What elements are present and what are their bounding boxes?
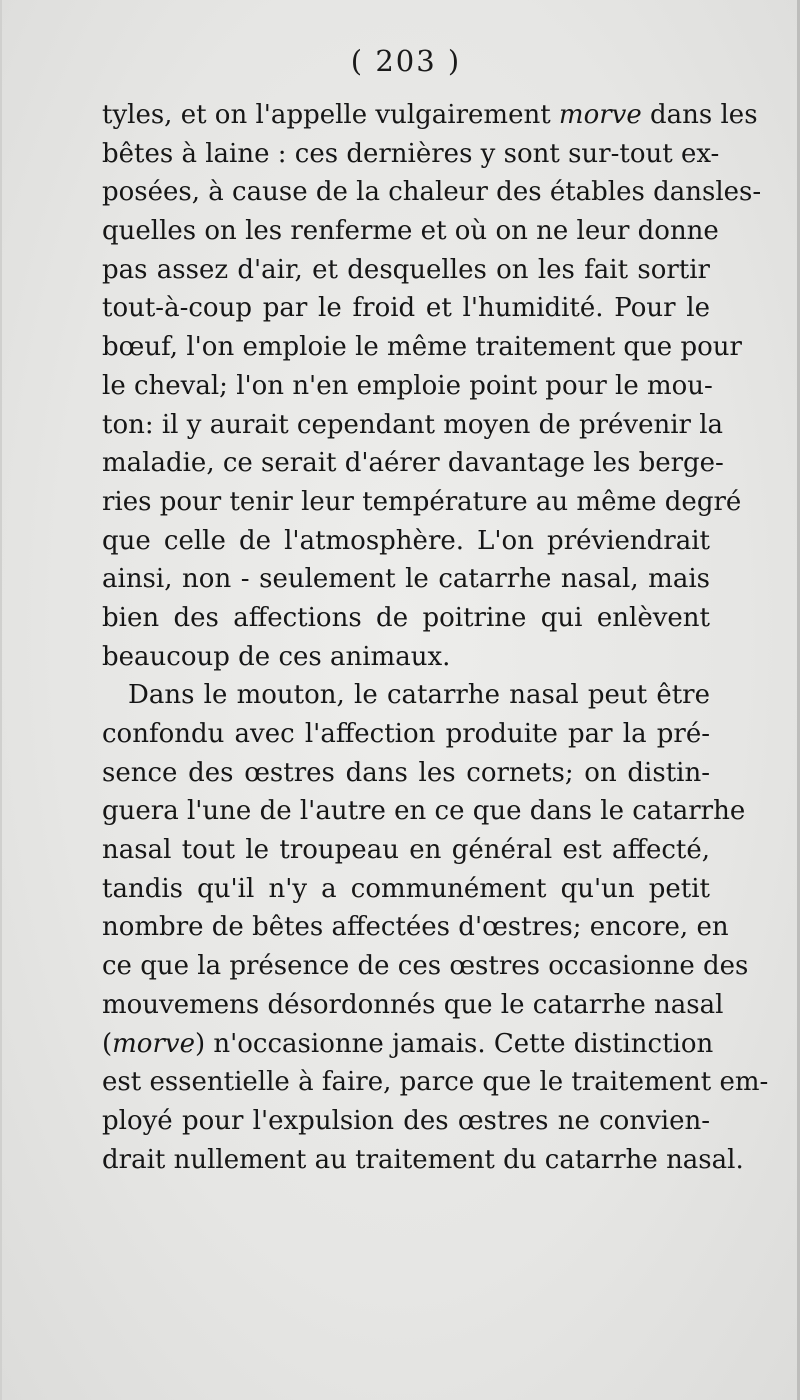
text-line: pas assez d'air, et desquelles on les fait sortir xyxy=(102,254,710,285)
text-segment: dans les xyxy=(641,100,758,130)
text-line: maladie, ce serait d'aérer davantage les berge- xyxy=(102,448,724,479)
text-line xyxy=(102,96,758,135)
text-line: ce que la présence de ces œstres occasionne des xyxy=(102,951,749,982)
text-line: sence des œstres dans les cornets; on distin- xyxy=(102,757,710,788)
text-line: ployé pour l'expulsion des œstres ne convien- xyxy=(102,1105,710,1136)
text-line: tandis qu'il n'y a communément qu'un petit xyxy=(102,873,710,904)
text-segment: tyles, et on l'appelle vulgairement xyxy=(102,100,559,130)
italic-word: morve xyxy=(112,1028,195,1059)
page-edge-left xyxy=(0,0,2,1400)
text-line: Dans le mouton, le catarrhe nasal peut être xyxy=(128,680,710,711)
text-segment: ( xyxy=(102,1028,113,1059)
text-line: nombre de bêtes affectées d'œstres; encore, en xyxy=(102,912,729,943)
text-line: guera l'une de l'autre en ce que dans le catarrhe xyxy=(102,796,746,827)
text-line: quelles on les renferme et où on ne leur donne xyxy=(102,216,719,247)
text-line: bien des affections de poitrine qui enlèvent xyxy=(102,602,710,633)
text-line: est essentielle à faire, parce que le traitement em- xyxy=(102,1067,769,1098)
page-number: ( 203 ) xyxy=(350,44,462,78)
text-line: posées, à cause de la chaleur des étables dansles- xyxy=(102,177,762,208)
text-line xyxy=(102,1025,714,1064)
text-line: ries pour tenir leur température au même degré xyxy=(102,486,742,517)
text-line: tout-à-coup par le froid et l'humidité. Pour le xyxy=(102,293,710,324)
body-text xyxy=(102,96,769,1179)
text-line: le cheval; l'on n'en emploie point pour le mou- xyxy=(102,370,713,401)
text-line: confondu avec l'affection produite par la pré- xyxy=(102,719,710,749)
text-line: mouvemens désordonnés que le catarrhe nasal xyxy=(102,989,724,1020)
text-line: que celle de l'atmosphère. L'on préviendrait xyxy=(102,525,710,556)
text-line: nasal tout le troupeau en général est affecté, xyxy=(102,835,710,866)
text-line: ainsi, non - seulement le catarrhe nasal, mais xyxy=(102,564,710,595)
italic-word: morve xyxy=(558,100,642,130)
text-line: drait nullement au traitement du catarrhe nasal. xyxy=(102,1144,744,1175)
text-line: beaucoup de ces animaux. xyxy=(102,641,451,672)
text-line: ton: il y aurait cependant moyen de prévenir la xyxy=(102,409,724,440)
text-line: bêtes à laine : ces dernières y sont sur-tout ex- xyxy=(102,138,720,169)
text-line: bœuf, l'on emploie le même traitement que pour xyxy=(102,332,742,363)
text-segment: ) n'occasionne jamais. Cette distinction xyxy=(194,1028,714,1059)
